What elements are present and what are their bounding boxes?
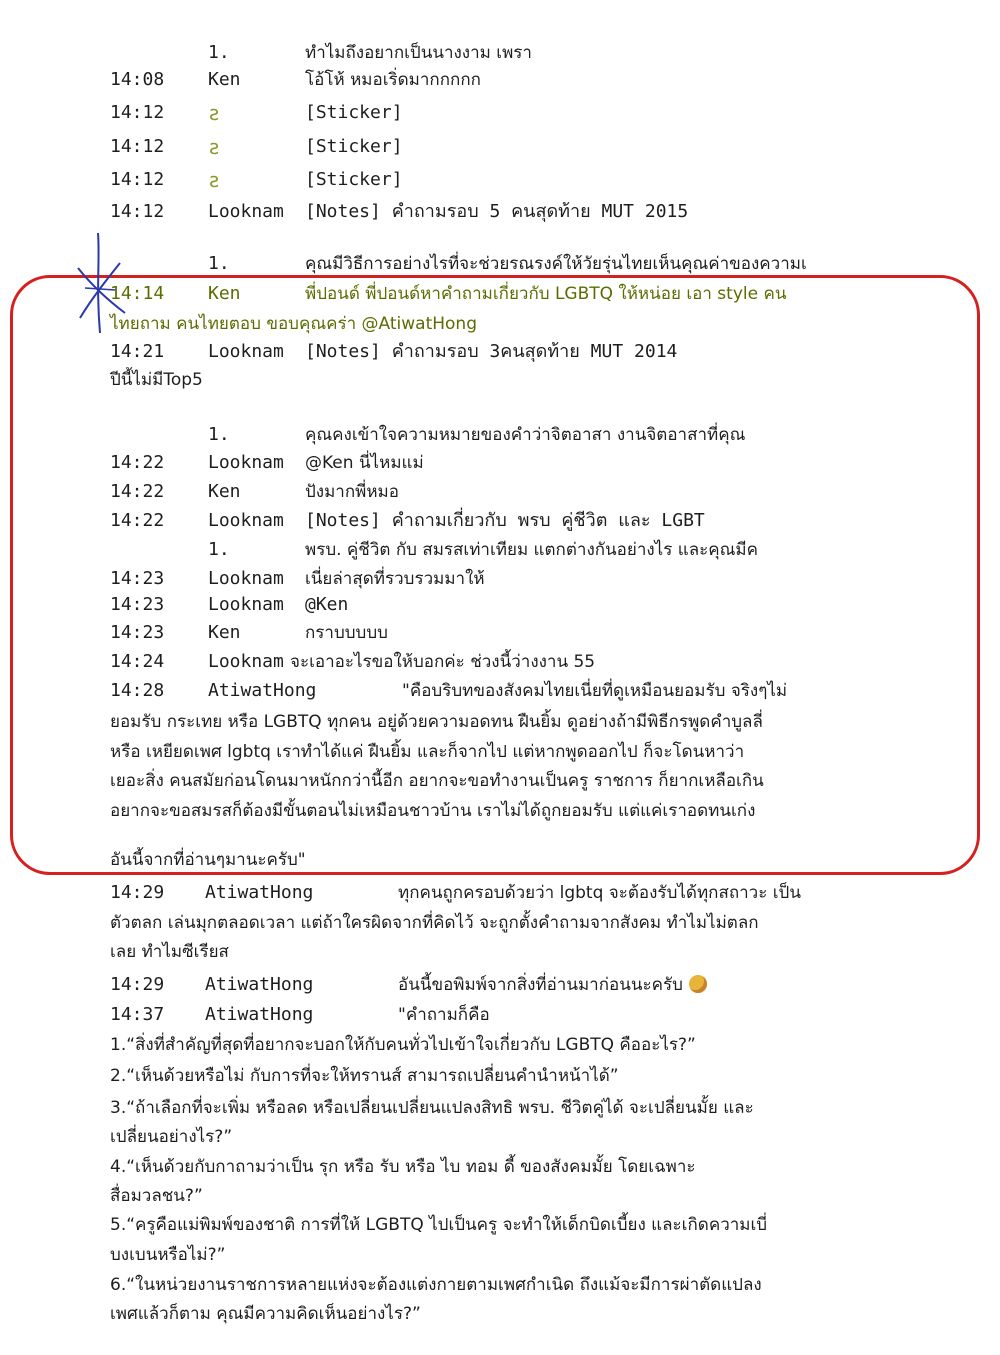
sender-name: Ken (208, 481, 241, 502)
sticker-icon: ƨ (208, 135, 221, 159)
transcript-line (0, 937, 1000, 967)
question-text: 2.“เห็นด้วยหรือไม่ กับการที่จะให้ทรานส์ สามารถเปลี่ยนคำนำหน้าได้” (110, 1066, 619, 1086)
timestamp: 14:24 (110, 651, 165, 672)
message-text: ทำไมถึงอยากเป็นนางงาม เพรา (305, 43, 532, 63)
sender-name: AtiwatHong (208, 680, 317, 701)
timestamp: 14:29 (110, 974, 165, 995)
timestamp: 14:14 (110, 283, 165, 304)
sender-name: Looknam (208, 341, 284, 362)
timestamp: 14:12 (110, 201, 165, 222)
message-text: อันนี้จากที่อ่านๆมานะครับ" (110, 850, 306, 870)
question-text: เปลี่ยนอย่างไร?” (110, 1127, 233, 1147)
question-text: บงเบนหรือไม่?” (110, 1245, 226, 1265)
sticker-icon: ƨ (208, 101, 221, 125)
message-text: ทุกคนถูกครอบด้วยว่า lgbtq จะต้องรับได้ทุกสถาวะ เป็น (398, 883, 801, 903)
list-number: 1. (208, 42, 230, 63)
sender-name: Ken (208, 69, 241, 90)
message-text: @Ken นี่ไหมแม่ (305, 453, 424, 473)
transcript-line (0, 98, 1000, 128)
transcript-line (0, 38, 1000, 68)
message-text: [Sticker] (305, 136, 403, 157)
sender-name: Looknam (208, 510, 284, 531)
transcript-line (0, 1181, 1000, 1211)
transcript-line (0, 132, 1000, 162)
timestamp: 14:28 (110, 680, 165, 701)
timestamp: 14:12 (110, 102, 165, 123)
pen-mark-icon (70, 228, 130, 338)
message-text: [Notes] คำถามรอบ 3คนสุดท้าย MUT 2014 (305, 341, 678, 362)
sender-name: Looknam (208, 452, 284, 473)
transcript-line (0, 1152, 1000, 1182)
transcript-line (0, 165, 1000, 195)
message-text: ยอมรับ กระเทย หรือ LGBTQ ทุกคน อยู่ด้วยความอดทน ฝืนยิ้ม ดูอย่างถ้ามีพิธีกรพูดคำบูลลี่ (110, 712, 763, 732)
transcript-line (0, 1093, 1000, 1123)
question-text: 1.“สิ่งที่สำคัญที่สุดที่อยากจะบอกให้กับคนทั่วไปเข้าใจเกี่ยวกับ LGBTQ คืออะไร?” (110, 1035, 696, 1055)
sender-name: Looknam (208, 594, 284, 615)
timestamp: 14:23 (110, 594, 165, 615)
message-text: เยอะสิ่ง คนสมัยก่อนโดนมาหนักกว่านี้อีก อยากจะขอทำงานเป็นครู ราชการ ก็ยากเหลือเกิน (110, 771, 764, 791)
message-text: พรบ. คู่ชีวิต กับ สมรสเท่าเทียม แตกต่างกันอย่างไร และคุณมีค (305, 540, 758, 560)
message-text: ตัวตลก เล่นมุกตลอดเวลา แต่ถ้าใครผิดจากที่คิดไว้ จะถูกตั้งคำถามจากสังคม ทำไมไม่ตลก (110, 913, 759, 933)
transcript-line (0, 197, 1000, 227)
message-text: คุณมีวิธีการอย่างไรที่จะช่วยรณรงค์ให้วัยรุ่นไทยเห็นคุณค่าของความเ (305, 254, 807, 274)
message-text: ปังมากพี่หมอ (305, 482, 399, 502)
message-text: อันนี้ขอพิมพ์จากสิ่งที่อ่านมาก่อนนะครับ (398, 975, 683, 995)
message-text: โอ้โห้ หมอเริ่ดมากกกกก (305, 70, 481, 90)
message-text: หรือ เหยียดเพศ lgbtq เราทำได้แค่ ฝืนยิ้ม และก็จากไป แต่หากพูดออกไป ก็จะโดนหาว่า (110, 742, 745, 762)
question-text: 6.“ในหน่วยงานราชการหลายแห่งจะต้องแต่งกายตามเพศกำเนิด ถึงแม้จะมีการผ่าตัดแปลง (110, 1275, 762, 1295)
transcript-line (0, 908, 1000, 938)
timestamp: 14:22 (110, 510, 165, 531)
sender-name: Looknam (208, 201, 284, 222)
timestamp: 14:12 (110, 136, 165, 157)
timestamp: 14:08 (110, 69, 165, 90)
transcript-line (0, 1061, 1000, 1091)
question-text: สื่อมวลชน?” (110, 1186, 203, 1206)
transcript-line (0, 878, 1000, 908)
timestamp: 14:12 (110, 169, 165, 190)
timestamp: 14:22 (110, 481, 165, 502)
sender-name: Ken (208, 622, 241, 643)
message-text: "คือบริบทของสังคมไทยเนี่ยที่ดูเหมือนยอมรับ จริงๆไม่ (402, 681, 788, 701)
message-text: พี่ปอนด์ พี่ปอนด์หาคำถามเกี่ยวกับ LGBTQ ให้หน่อย เอา style คน (305, 284, 787, 304)
timestamp: 14:23 (110, 622, 165, 643)
transcript-line (0, 970, 1000, 1000)
message-text: จะเอาอะไรขอให้บอกค่ะ ช่วงนี้ว่างงาน 55 (290, 652, 596, 672)
message-text: [Notes] คำถามรอบ 5 คนสุดท้าย MUT 2015 (305, 201, 689, 222)
transcript-line (0, 1299, 1000, 1329)
message-text: [Notes] คำถามเกี่ยวกับ พรบ คู่ชีวิต และ LGBT (305, 510, 705, 531)
transcript-line (0, 1270, 1000, 1300)
transcript-line (0, 65, 1000, 95)
message-text: ปีนี้ไม่มีTop5 (110, 370, 203, 390)
timestamp: 14:37 (110, 1004, 165, 1025)
timestamp: 14:21 (110, 341, 165, 362)
message-text: เลย ทำไมซีเรียส (110, 942, 229, 962)
message-text: คุณคงเข้าใจความหมายของคำว่าจิตอาสา งานจิตอาสาที่คุณ (305, 425, 746, 445)
timestamp: 14:22 (110, 452, 165, 473)
transcript-line (0, 1122, 1000, 1152)
transcript-line (0, 1000, 1000, 1030)
sender-name: Looknam (208, 651, 284, 672)
message-with-emoji (398, 970, 707, 1000)
transcript-line (0, 1030, 1000, 1060)
sender-name: AtiwatHong (205, 1004, 314, 1025)
sender-name: Ken (208, 283, 241, 304)
list-number: 1. (208, 253, 230, 274)
timestamp: 14:23 (110, 568, 165, 589)
message-text: ไทยถาม คนไทยตอบ ขอบคุณคร่า @AtiwatHong (110, 314, 477, 334)
timestamp: 14:29 (110, 882, 165, 903)
message-text: เนี่ยล่าสุดที่รวบรวมมาให้ (305, 569, 485, 589)
message-text: [Sticker] (305, 102, 403, 123)
sticker-icon: ƨ (208, 168, 221, 192)
message-text: [Sticker] (305, 169, 403, 190)
question-text: 3.“ถ้าเลือกที่จะเพิ่ม หรือลด หรือเปลี่ยนเปลี่ยนแปลงสิทธิ พรบ. ชีวิตคู่ได้ จะเปลี่ยนมั้ย และ (110, 1098, 754, 1118)
question-text: 4.“เห็นด้วยกับกาถามว่าเป็น รุก หรือ รับ หรือ ไบ ทอม ดี้ ของสังคมมั้ย โดยเฉพาะ (110, 1157, 696, 1177)
question-text: เพศแล้วก็ตาม คุณมีความคิดเห็นอย่างไร?” (110, 1304, 421, 1324)
message-text: อยากจะขอสมรสก็ต้องมีขั้นตอนไม่เหมือนชาวบ้าน เราไม่ได้ถูกยอมรับ แต่แค่เราอดทนเก่ง (110, 801, 756, 821)
transcript-line (0, 1240, 1000, 1270)
list-number: 1. (208, 424, 230, 445)
message-text: "คำถามก็คือ (398, 1005, 490, 1025)
emoji-icon (689, 975, 707, 993)
question-text: 5.“ครูคือแม่พิมพ์ของชาติ การที่ให้ LGBTQ ไปเป็นครู จะทำให้เด็กบิดเบี้ยง และเกิดความเบี่ (110, 1215, 768, 1235)
sender-name: AtiwatHong (205, 974, 314, 995)
message-text: @Ken (305, 594, 349, 615)
sender-name: AtiwatHong (205, 882, 314, 903)
list-number: 1. (208, 539, 230, 560)
highlight-frame (10, 275, 980, 875)
transcript-line (0, 1210, 1000, 1240)
message-text: กราบบบบบ (305, 623, 388, 643)
sender-name: Looknam (208, 568, 284, 589)
